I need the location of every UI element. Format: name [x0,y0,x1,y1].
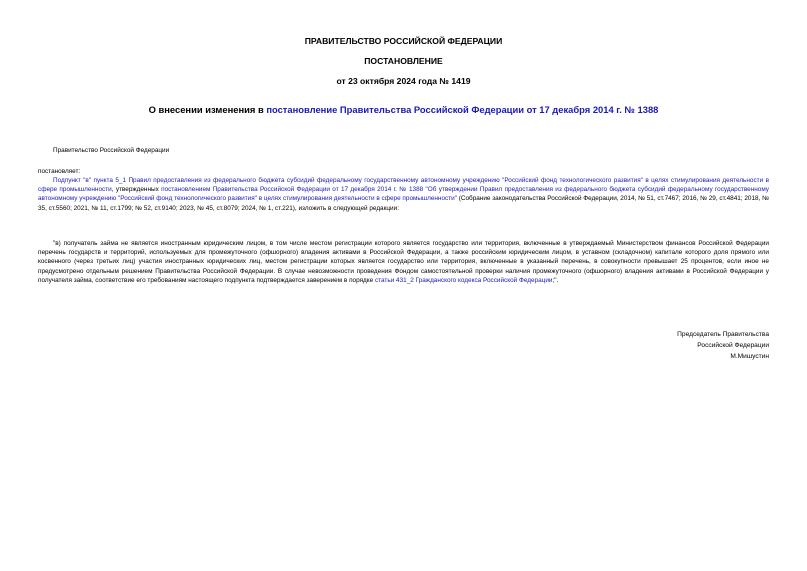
government-line: Правительство Российской Федерации [53,147,170,154]
paragraph-1 [38,176,769,213]
para1-text-2: (Собрание законодательства Российской Федерации, 2014, № 51, ст.7467; 2016, № 29, ст.4841; 2018, № 35, ст.5560; 2021, № 11, ст.1799; № 52, ст.9140; 2023, № 45, ст.8079; 2024, № 1, ст.221), изложить в следующей редакции: [38,195,769,212]
document-title [0,104,807,115]
government-heading: ПРАВИТЕЛЬСТВО РОССИЙСКОЙ ФЕДЕРАЦИИ [304,36,503,46]
signature-block [677,329,769,362]
paragraph-2 [38,239,769,285]
signature-title: Председатель Правительства [677,331,769,338]
para1-text-1: , утвержденных [111,186,162,194]
decree-1388-link[interactable]: постановлением Правительства Российской Федерации от 17 декабря 2014 г. № 1388 "Об утверждении Правил предоставления из федерального бюджета субсидий федеральному государственному автономному учреждению "Российский фонд технологического развития" в целях стимулирования деятельности в сфере промышленности" [38,186,770,203]
title-link[interactable]: постановление Правительства Российской Федерации от 17 декабря 2014 г. № 1388 [266,104,659,115]
doc-type-heading: ПОСТАНОВЛЕНИЕ [364,56,443,66]
date-number-heading: от 23 октября 2024 года № 1419 [336,76,471,86]
civil-code-link[interactable]: статьи 431_2 Гражданского кодекса Российской Федерации [374,276,553,284]
para2-end: ;". [552,276,559,284]
para2-text: "в) получатель займа не является иностранным юридическим лицом, в том числе местом регистрации которого является государство или территория, включенные в утверждаемый Министерством финансов Российской Федерации перечень государств и территорий, используемых для промежуточного (офшорного) владения активами в Российской Федерации, а также российским юридическим лицом, в уставном (складочном) капитале которого доля прямого или косвенного (через третьих лиц) участия иностранных юридических лиц, местом регистрации которых является государство или территория, включенные в указанный перечень, в совокупности превышает 25 процентов, если иное не предусмотрено отдельным решением Правительства Российской Федерации. В случае невозможности проведения Фондом самостоятельной проверки наличия промежуточного (офшорного) владения активами в Российской Федерации у получателя займа, соответствие его требованиям настоящего подпункта подтверждается заверением в порядке [38,240,769,284]
signature-org: Российской Федерации [697,342,769,349]
rules-link[interactable]: Подпункт "в" пункта 5_1 Правил предоставления из федерального бюджета субсидий федеральному государственному автономному учреждению "Российский фонд технологического развития" в целях стимулирования деятельности в сфере промышленности [38,177,769,194]
title-prefix: О внесении изменения в [148,104,267,115]
decree-word: постановляет: [38,168,81,175]
signature-name: М.Мишустин [730,353,769,360]
